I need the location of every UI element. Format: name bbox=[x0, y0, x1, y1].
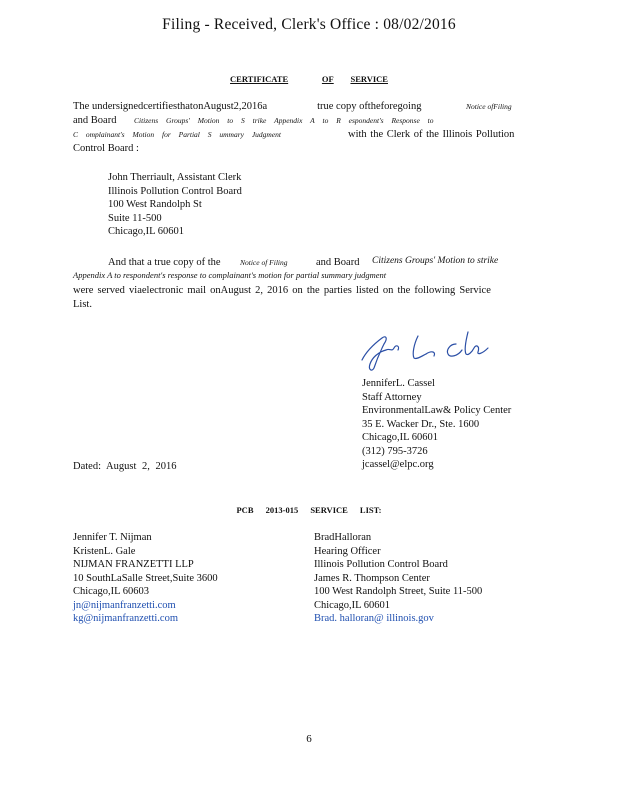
service-left-line: 10 SouthLaSalle Street,Suite 3600 bbox=[73, 572, 218, 584]
service-party-right bbox=[314, 531, 482, 626]
service-left-line: KristenL. Gale bbox=[73, 545, 136, 557]
service-right-line: Chicago,IL 60601 bbox=[314, 599, 391, 611]
signer-phone: (312) 795-3726 bbox=[362, 445, 428, 457]
page-number: 6 bbox=[306, 733, 312, 745]
signer-street: 35 E. Wacker Dr., Ste. 1600 bbox=[362, 418, 480, 430]
clerk-address-line: Chicago,IL 60601 bbox=[108, 226, 185, 237]
signer-email: jcassel@elpc.org bbox=[362, 459, 434, 470]
clerk-address-line: Suite 11-500 bbox=[108, 212, 162, 224]
signer-org: EnvironmentalLaw& Policy Center bbox=[362, 405, 512, 416]
para1-line1 bbox=[73, 100, 421, 113]
service-right-line: 100 West Randolph Street, Suite 11-500 bbox=[314, 586, 483, 597]
clerk-address-line: John Therriault, Assistant Clerk bbox=[108, 172, 242, 183]
para1-line4: Control Board : bbox=[73, 143, 139, 154]
clerk-address bbox=[108, 171, 242, 239]
filing-header: Filing - Received, Clerk's Office : 08/02/2016 bbox=[162, 16, 456, 33]
para2-line2: Appendix A to respondent's response to complainant's motion for partial summary judgment bbox=[73, 270, 387, 280]
service-left-line: NIJMAN FRANZETTI LLP bbox=[73, 559, 194, 570]
service-right-line: Hearing Officer bbox=[314, 545, 381, 557]
para1-line2-prefix: and Board bbox=[73, 115, 117, 126]
para2-line1-c: and Board bbox=[316, 257, 360, 268]
para2-line1-a: And that a true copy of the bbox=[108, 257, 221, 268]
service-party-left bbox=[73, 531, 218, 626]
para2-line4: List. bbox=[73, 299, 92, 310]
email-link-gale[interactable]: kg@nijmanfranzetti.com bbox=[73, 613, 179, 624]
service-left-line: Chicago,IL 60603 bbox=[73, 586, 150, 597]
clerk-address-line: 100 West Randolph St bbox=[108, 199, 202, 210]
motion-title-part1: Citizens Groups' Motion to S trike Appendix A to R espondent's Response to bbox=[134, 116, 434, 125]
para2-line3: were served viaelectronic mail onAugust 2, 2016 on the parties listed on the following Service bbox=[73, 285, 491, 296]
certificate-title-word-2: OF bbox=[321, 74, 334, 84]
para2-motion-ref: Citizens Groups' Motion to strike bbox=[372, 256, 499, 266]
service-right-line: Illinois Pollution Control Board bbox=[314, 559, 448, 570]
para2-notice-of-filing: Notice of Filing bbox=[240, 258, 288, 267]
email-link-halloran[interactable]: Brad. halloran@ illinois.gov bbox=[314, 613, 434, 624]
service-right-line: James R. Thompson Center bbox=[314, 572, 430, 584]
signer-city: Chicago,IL 60601 bbox=[362, 432, 439, 443]
dated-line: Dated: August 2, 2016 bbox=[73, 461, 177, 472]
handwritten-signature bbox=[356, 322, 506, 379]
signer-title: Staff Attorney bbox=[362, 391, 422, 403]
service-right-line: BradHalloran bbox=[314, 532, 372, 543]
certificate-title-word-1: CERTIFICATE bbox=[230, 74, 289, 84]
para1-text-b: true copy oftheforegoing bbox=[317, 101, 422, 112]
para1-text-a: The undersignedcertifiesthatonAugust2,2016a bbox=[73, 101, 268, 112]
notice-of-filing-ref: Notice ofFiling bbox=[466, 102, 512, 111]
certificate-title bbox=[0, 74, 618, 84]
service-list-title: PCB 2013-015 SERVICE LIST: bbox=[236, 505, 382, 515]
clerk-address-line: Illinois Pollution Control Board bbox=[108, 185, 242, 197]
signer-block bbox=[362, 377, 511, 472]
service-left-line: Jennifer T. Nijman bbox=[73, 532, 152, 543]
para1-line3-suffix: with the Clerk of the Illinois Pollution bbox=[348, 129, 515, 140]
motion-title-part2: C omplainant's Motion for Partial S ummary Judgment bbox=[73, 130, 281, 139]
signer-name: JenniferL. Cassel bbox=[362, 378, 435, 389]
certificate-title-word-3: SERVICE bbox=[350, 74, 388, 84]
email-link-nijman[interactable]: jn@nijmanfranzetti.com bbox=[73, 599, 176, 611]
